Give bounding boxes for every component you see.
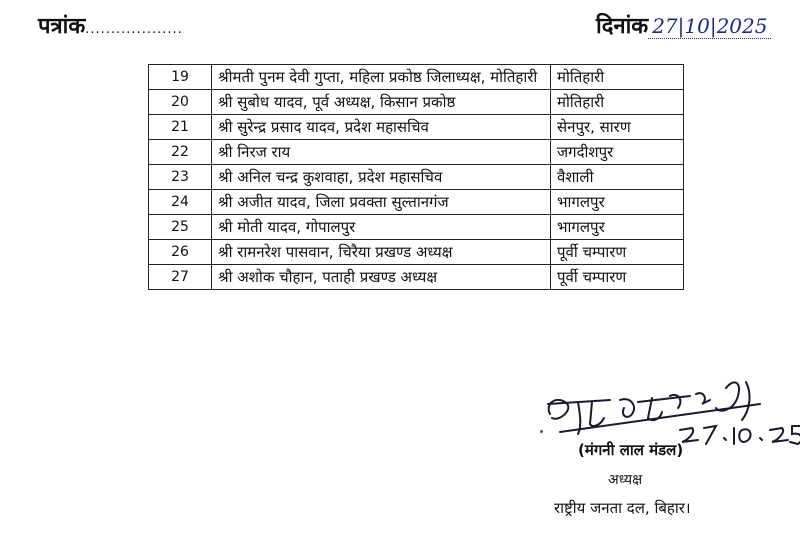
place-cell: जगदीशपुर — [551, 140, 684, 165]
serial-number-cell: 23 — [149, 165, 212, 190]
member-name-cell: श्री अजीत यादव, जिला प्रवक्ता सुल्तानगंज — [212, 190, 551, 215]
reference-number — [38, 10, 183, 40]
member-name-cell: श्रीमती पुनम देवी गुप्ता, महिला प्रकोष्ठ जिलाध्यक्ष, मोतिहारी — [212, 65, 551, 90]
table-row — [149, 65, 684, 90]
member-name-cell: श्री सुरेन्द्र प्रसाद यादव, प्रदेश महासचिव — [212, 115, 551, 140]
member-table-body — [149, 65, 684, 290]
place-cell: मोतिहारी — [551, 90, 684, 115]
table-row — [149, 115, 684, 140]
serial-number-cell: 27 — [149, 265, 212, 290]
member-name-cell: श्री सुबोध यादव, पूर्व अध्यक्ष, किसान प्रकोष्ठ — [212, 90, 551, 115]
serial-number-cell: 19 — [149, 65, 212, 90]
signature-block — [520, 374, 800, 554]
table-row — [149, 165, 684, 190]
serial-number-cell: 25 — [149, 215, 212, 240]
serial-number-cell: 21 — [149, 115, 212, 140]
place-cell: पूर्वी चम्पारण — [551, 265, 684, 290]
serial-number-cell: 20 — [149, 90, 212, 115]
place-cell: पूर्वी चम्पारण — [551, 240, 684, 265]
member-name-cell: श्री निरज राय — [212, 140, 551, 165]
date-value: 27|10|2025 — [648, 14, 771, 39]
place-cell: सेनपुर, सारण — [551, 115, 684, 140]
signatory-title: अध्यक्ष — [608, 472, 643, 488]
member-table — [148, 64, 684, 290]
table-row — [149, 140, 684, 165]
date-label: दिनांक — [596, 14, 649, 39]
serial-number-cell: 26 — [149, 240, 212, 265]
reference-dots: ................... — [85, 22, 183, 37]
member-name-cell: श्री अनिल चन्द्र कुशवाहा, प्रदेश महासचिव — [212, 165, 551, 190]
place-cell: भागलपुर — [551, 190, 684, 215]
reference-label: पत्रांक — [38, 14, 86, 39]
place-cell: मोतिहारी — [551, 65, 684, 90]
member-name-cell: श्री अशोक चौहान, पताही प्रखण्ड अध्यक्ष — [212, 265, 551, 290]
signatory-organization: राष्ट्रीय जनता दल, बिहार। — [554, 499, 691, 517]
table-row — [149, 240, 684, 265]
place-cell: भागलपुर — [551, 215, 684, 240]
table-row — [149, 215, 684, 240]
ink-dot — [540, 430, 543, 433]
member-name-cell: श्री मोती यादव, गोपालपुर — [212, 215, 551, 240]
table-row — [149, 265, 684, 290]
serial-number-cell: 22 — [149, 140, 212, 165]
table-row — [149, 90, 684, 115]
serial-number-cell: 24 — [149, 190, 212, 215]
table-row — [149, 190, 684, 215]
member-name-cell: श्री रामनरेश पासवान, चिरैया प्रखण्ड अध्यक्ष — [212, 240, 551, 265]
date-field — [596, 10, 771, 40]
signatory-name: (मंगनी लाल मंडल) — [578, 441, 684, 459]
place-cell: वैशाली — [551, 165, 684, 190]
